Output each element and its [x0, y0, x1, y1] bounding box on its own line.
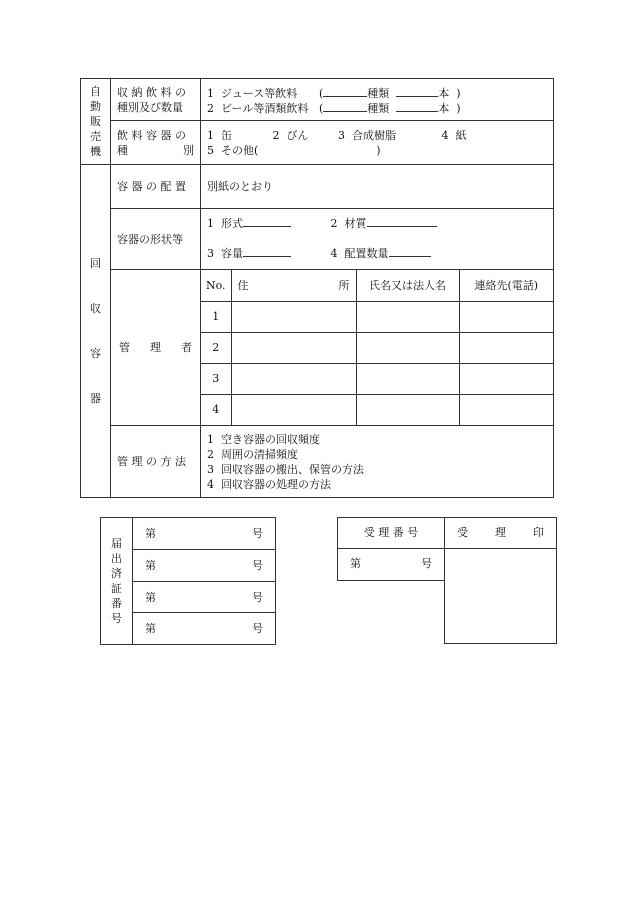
registration-form-table — [80, 78, 554, 498]
certificate-number-field[interactable]: 第 号 — [133, 582, 276, 613]
manager-table-cell — [201, 270, 554, 426]
col-no: No. — [201, 270, 231, 301]
placement-row — [81, 165, 554, 209]
method-item: 1 空き容器の回収頻度 — [207, 432, 320, 446]
method-row — [81, 426, 554, 498]
certificate-number-field[interactable]: 第 号 — [133, 613, 276, 645]
col-contact: 連絡先(電話) — [459, 270, 553, 301]
placement-label: 容 器 の 配 置 — [111, 165, 201, 209]
placement-value: 別紙のとおり — [201, 165, 554, 209]
name-field[interactable] — [356, 332, 459, 363]
contact-field[interactable] — [459, 332, 553, 363]
collection-container-header: 回 収 容 器 — [81, 165, 111, 498]
certificate-number-table — [100, 517, 276, 645]
method-values — [201, 426, 554, 498]
container-types-values — [201, 121, 554, 165]
row-number: 3 — [201, 363, 231, 394]
certificate-number-field[interactable]: 第 号 — [133, 518, 276, 550]
stored-drinks-row — [81, 79, 554, 121]
method-item: 3 回収容器の搬出、保管の方法 — [207, 462, 364, 476]
name-field[interactable] — [356, 301, 459, 332]
container-type-other[interactable]: 5 その他( ) — [207, 143, 381, 157]
juice-units-field[interactable] — [396, 85, 438, 97]
receipt-stamp-box[interactable] — [444, 548, 557, 644]
manager-row-3 — [201, 363, 553, 394]
shape-material-field[interactable]: 2 材質 — [331, 217, 437, 230]
method-item: 4 回収容器の処理の方法 — [207, 477, 331, 491]
manager-row-1 — [201, 301, 553, 332]
container-type-bottle[interactable]: 2 びん — [272, 128, 309, 142]
method-item: 2 周囲の清掃頻度 — [207, 447, 298, 461]
stored-drinks-values — [201, 79, 554, 121]
contact-field[interactable] — [459, 301, 553, 332]
shape-values — [201, 209, 554, 270]
receipt-number-label: 受 理 番 号 — [337, 517, 445, 549]
col-address: 住 所 — [231, 270, 356, 301]
manager-table — [201, 270, 553, 425]
certificate-number-field[interactable]: 第 号 — [133, 550, 276, 582]
manager-row-4 — [201, 394, 553, 425]
contact-field[interactable] — [459, 394, 553, 425]
manager-row-2 — [201, 332, 553, 363]
row-number: 4 — [201, 394, 231, 425]
shape-type-field[interactable]: 1 形式 — [207, 209, 327, 239]
shape-quantity-field[interactable]: 4 配置数量 — [331, 247, 431, 260]
container-types-label: 飲 料 容 器 の 種 別 — [111, 121, 201, 165]
beer-units-field[interactable] — [396, 100, 438, 112]
shape-label: 容器の形状等 — [111, 209, 201, 270]
address-field[interactable] — [231, 332, 356, 363]
name-field[interactable] — [356, 363, 459, 394]
row-number: 1 — [201, 301, 231, 332]
container-type-can[interactable]: 1 缶 — [207, 128, 232, 142]
contact-field[interactable] — [459, 363, 553, 394]
receipt-number-field[interactable]: 第 号 — [337, 548, 445, 581]
manager-header-row — [201, 270, 553, 301]
shape-row — [81, 209, 554, 270]
method-label: 管 理 の 方 法 — [111, 426, 201, 498]
receipt-stamp-label: 受 理 印 — [444, 517, 557, 549]
manager-label: 管 理 者 — [111, 270, 201, 426]
col-name: 氏名又は法人名 — [356, 270, 459, 301]
stored-item-juice: 1 ジュース等飲料 ( 種類 本 ) — [207, 86, 461, 100]
manager-row — [81, 270, 554, 426]
beer-kinds-field[interactable] — [323, 100, 367, 112]
container-types-row — [81, 121, 554, 165]
vending-machine-header: 自 動 販 売 機 — [81, 79, 111, 165]
stored-item-beer: 2 ビール等酒類飲料 ( 種類 本 ) — [207, 101, 461, 115]
address-field[interactable] — [231, 301, 356, 332]
container-type-plastic[interactable]: 3 合成樹脂 — [338, 128, 396, 142]
certificate-number-header: 届 出 済 証 番 号 — [101, 518, 133, 645]
juice-kinds-field[interactable] — [323, 85, 367, 97]
container-type-paper[interactable]: 4 紙 — [441, 128, 467, 142]
receipt-section — [337, 517, 557, 644]
name-field[interactable] — [356, 394, 459, 425]
shape-capacity-field[interactable]: 3 容量 — [207, 239, 327, 269]
stored-drinks-label: 収 納 飲 料 の 種別及び数量 — [111, 79, 201, 121]
address-field[interactable] — [231, 394, 356, 425]
address-field[interactable] — [231, 363, 356, 394]
row-number: 2 — [201, 332, 231, 363]
